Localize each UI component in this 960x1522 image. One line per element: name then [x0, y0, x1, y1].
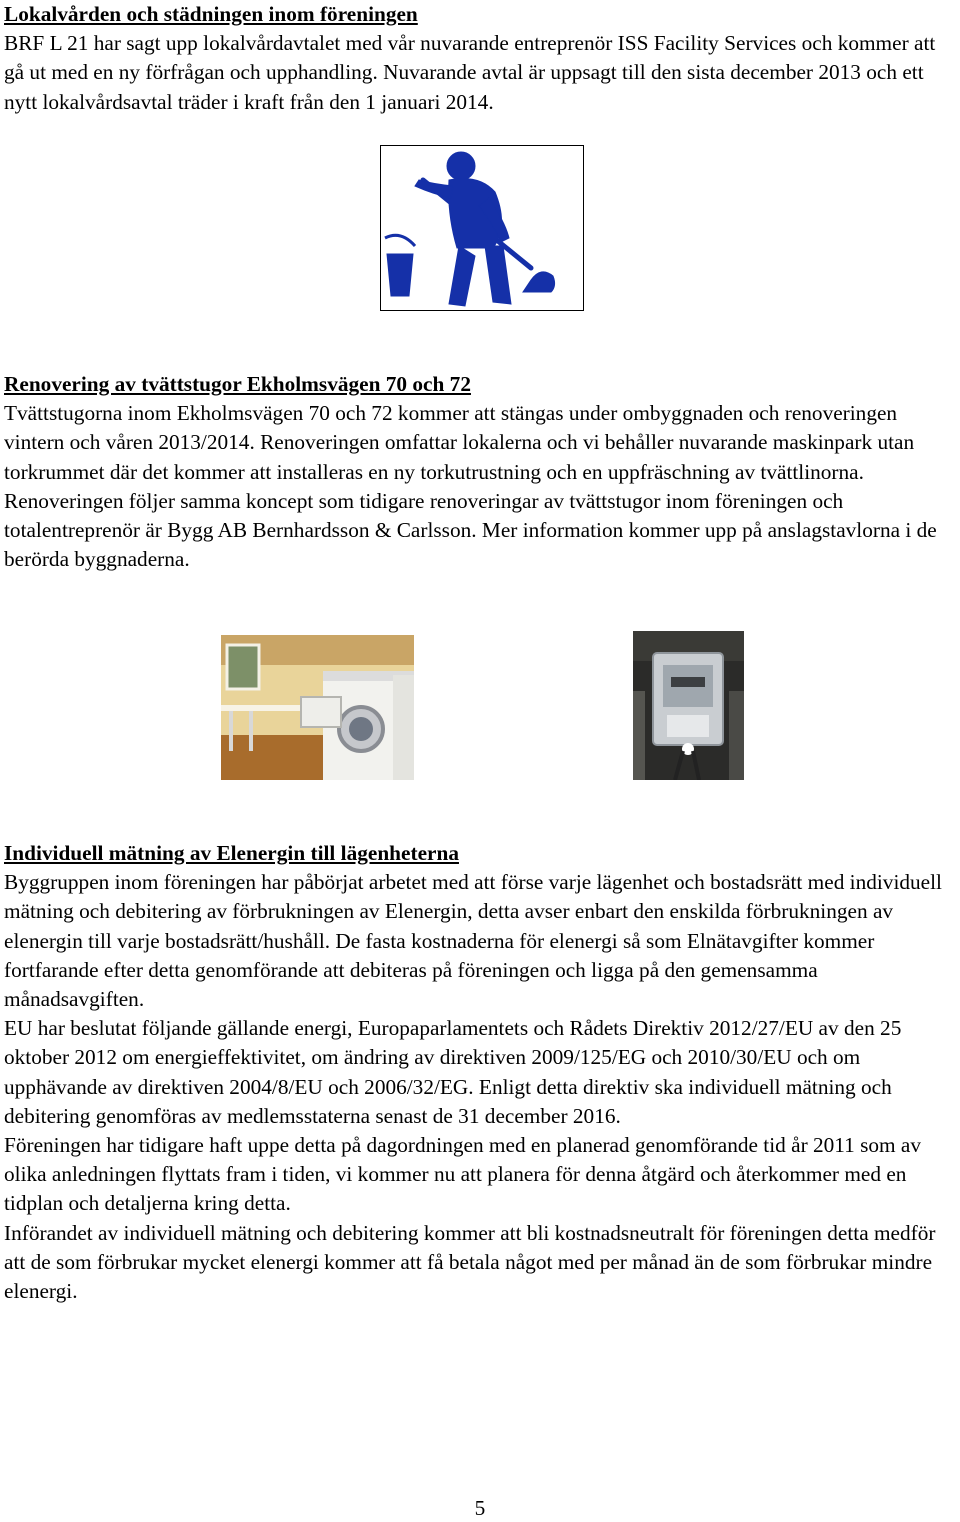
- metering-paragraph-1: Byggruppen inom föreningen har påbörjat arbetet med att förse varje lägenhet och bostadsrätt med individuell mätning och debitering av förbrukningen av Elenergin, detta avser enbart den enskilda förbrukningen av elenergin till varje bostadsrätt/hushåll. De fasta kostnaderna för elenergi så som Elnätavgifter kommer fortfarande efter detta genomförande att debiteras på föreningen och ligga på den gemensamma månadsavgiften.: [4, 870, 942, 1012]
- cleaner-icon: [381, 146, 583, 310]
- laundry-section: [4, 370, 960, 574]
- metering-heading: Individuell mätning av Elenergin till lägenheterna: [4, 841, 459, 865]
- cleaning-heading: Lokalvården och städningen inom föreningen: [4, 2, 418, 26]
- metering-paragraph-4: Införandet av individuell mätning och debitering kommer att bli kostnadsneutralt för föreningen detta medför att de som förbrukar mycket elenergi kommer att få betala något med per månad än de som förbrukar mindre elenergi.: [4, 1220, 936, 1304]
- laundry-room-photo: [221, 635, 414, 780]
- metering-paragraph-3: Föreningen har tidigare haft uppe detta på dagordningen med en planerad genomförande tid år 2011 som av olika anledningen flyttats fram i tiden, vi kommer nu att planera för denna åtgärd och återkommer med en tidplan och detaljerna kring detta.: [4, 1133, 922, 1216]
- metering-section: [4, 839, 960, 1306]
- cleaner-illustration: [380, 145, 584, 311]
- metering-paragraph-2: EU har beslutat följande gällande energi, Europaparlamentets och Rådets Direktiv 2012/27/EU av den 25 oktober 2012 om energieffektivitet, om ändring av direktiven 2009/125/EG och 2010/30/EU och om upphävande av direktiven 2004/8/EU och 2006/32/EG. Enligt detta direktiv ska individuell mätning och debitering genomföras av medlemsstaterna senast de 31 december 2016.: [4, 1016, 902, 1128]
- page-number: 5: [474, 1496, 486, 1520]
- cleaning-body: BRF L 21 har sagt upp lokalvårdavtalet med vår nuvarande entreprenör ISS Facility Services och kommer att gå ut med en ny förfrågan och upphandling. Nuvarande avtal är uppsagt till den sista december 2013 och ett nytt lokalvårdsavtal träder i kraft från den 1 januari 2014.: [4, 31, 936, 114]
- electricity-meter-photo: [633, 631, 744, 780]
- laundry-heading: Renovering av tvättstugor Ekholmsvägen 70 och 72: [4, 372, 471, 396]
- laundry-body: Tvättstugorna inom Ekholmsvägen 70 och 72 kommer att stängas under ombyggnaden och renoveringen vintern och våren 2013/2014. Renoveringen omfattar lokalerna och vi behåller nuvarande maskinpark utan torkrummet där det kommer att installeras en ny torkutrustning och en uppfräschning av tvättlinorna. Renoveringen följer samma koncept som tidigare renoveringar av tvättstugor inom föreningen och totalentreprenör är Bygg AB Bernhardsson & Carlsson. Mer information kommer upp på anslagstavlorna i de berörda byggnaderna.: [4, 401, 937, 572]
- cleaning-section: [4, 0, 960, 117]
